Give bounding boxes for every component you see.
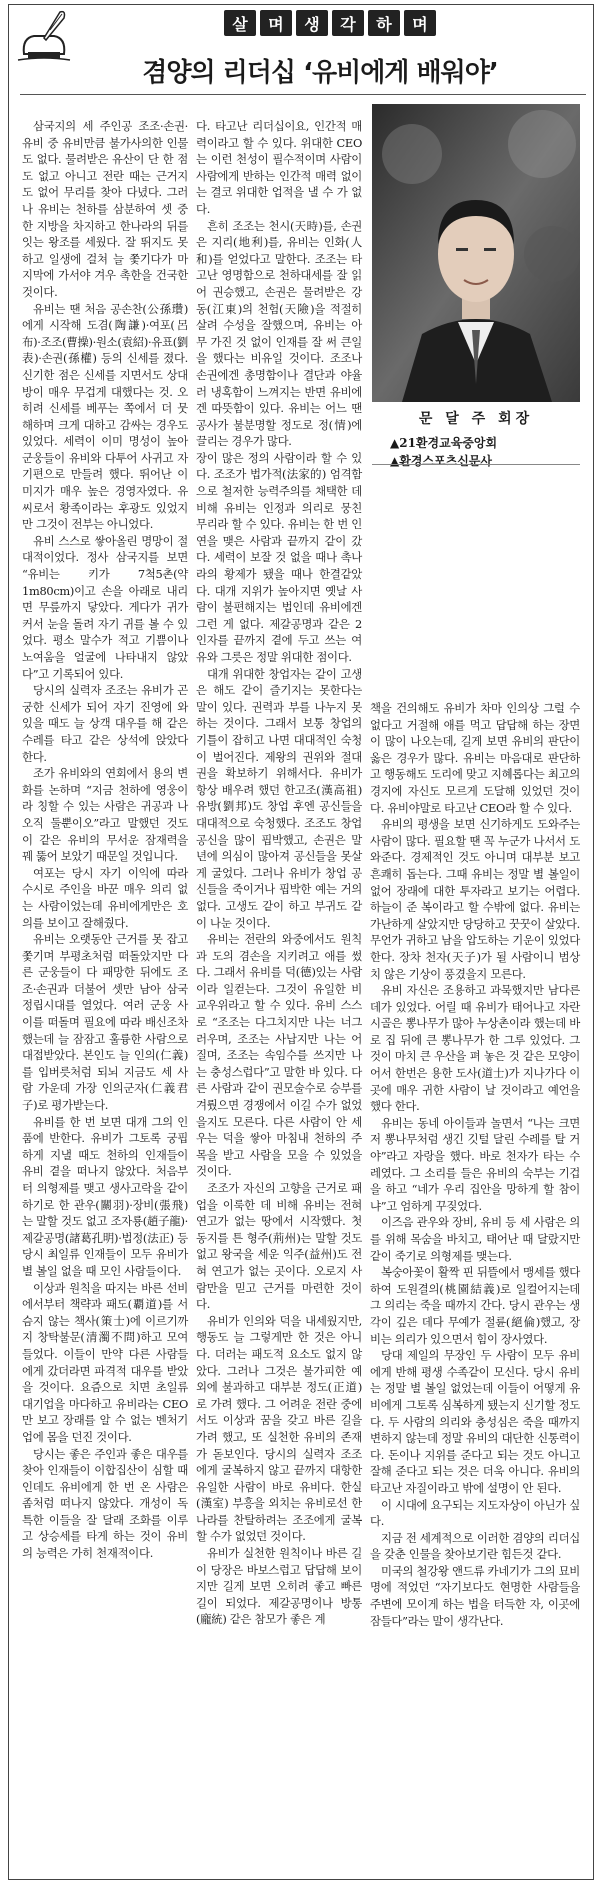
author-portrait [372,104,580,402]
paragraph: 여포는 당시 자기 이익에 따라 수시로 주인을 바꾼 매우 의리 없는 사람이었는데 유비에게만은 호의를 보이고 잘해줬다. [22,865,188,930]
paragraph: 유비 스스로 쌓아올린 명망이 절대적이었다. 정사 삼국지를 보면 “유비는 키가 7척5촌(약 1m80cm)이고 손을 아래로 내리면 무릎까지 닿았다. 게다가 귀가 커서 눈을 돌려 자기 귀를 볼 수 있었다. 평소 말수가 적고 기쁨이나 노여움을 얼굴에 나타내지 않았다”고 기록되어 있다. [22,533,188,681]
paragraph: 유비는 땐 처음 공손찬(公孫瓚)에게 시작해 도겸(陶謙)·여포(呂布)·조조(曹操)·원소(袁紹)·유표(劉表)·손권(孫權) 등의 신세를 졌다. 신기한 점은 신세를 지면서도 상대방이 매우 무겁게 대했다는 것. 오히려 신세를 베푸는 쪽에서 더 뭇해하며 크게 대하고 감싸는 경우도 있었다. 세력이 이미 명성이 높아 군웅들이 유비와 다투어 사귀고 자기편으로 만들려 했다. 뛰어난 이미지가 매우 높은 경영자였다. 유씨로서 황족이라는 후광도 있었지만 그것이 전부는 아니었다. [22,301,188,532]
article-headline: 겸양의 리더십 ‘유비에게 배워야’ [142,58,498,88]
paragraph: 이 시대에 요구되는 지도자상이 아닌가 싶다. [370,1497,580,1529]
paragraph: 유비 자신은 조용하고 과묵했지만 남다른 데가 있었다. 어릴 때 유비가 태어나고 자란 시골은 뽕나무가 많아 누상촌이라 했는데 바로 집 뒤에 큰 뽕나무가 한 그루 있었다. 그것이 마치 큰 우산을 펴 놓은 것 같은 모양이어서 한번은 용한 도사(道士)가 지나가다 이곳에 매우 귀한 사람이 날 것이라고 예언을 했다 한다. [370,983,580,1114]
banner-char: 며 [260,10,292,36]
article-column-1 [22,118,188,1562]
paragraph: 유비는 오랫동안 근거를 못 잡고 쫓기며 부평초처럼 떠돌았지만 다른 군웅들이 다 패망한 뒤에도 조조·손권과 더불어 셋만 남아 삼국 정립시대를 열었다. 여러 군웅 사이를 떠돌며 필요에 따라 배신조차 했는데 늘 잠잠고 훌륭한 사람으로 대접받았다. 본인도 늘 인의(仁義)를 입버릇처럼 되뇌 지금도 세 사람 가운데 가장 인의군자(仁義君子)로 평가받는다. [22,932,188,1113]
author-name: 문 달 주 회장 [418,411,534,427]
inkpot-quill-icon [14,8,74,64]
author-affiliation: ▲환경스포츠신문사 [390,454,492,468]
paragraph: 당대 제일의 무장인 두 사람이 모두 유비에게 반해 평생 수족같이 모신다. 당시 유비는 정말 별 볼일 없었는데 이들이 어떻게 유비에게 그토록 심복하게 됐는지 신기할 정도다. 두 사람의 의리와 충성심은 죽을 때까지 변하지 않는데 정말 유비의 대단한 신통력이다. 돈이나 지위를 준다고 되는 것도 아니고 잘해 준다고 되는 것은 더욱 아니다. 유비의 타고난 자질이라고 밖에 설명이 안 된다. [370,1348,580,1495]
paragraph: 다. 타고난 리더십이요, 인간적 매력이라고 할 수 있다. 위대한 CEO는 이런 천성이 필수적이며 사람이 사람에게 반하는 인간적 매력 없이는 결코 위대한 업적을 낼 수 가 없다. [196,119,362,216]
paragraph: 흔히 조조는 천시(天時)를, 손권은 지리(地利)를, 유비는 인화(人和)를 얻었다고 말한다. 조조는 타고난 영명함으로 천하대세를 잘 읽어 권승했고, 손권은 물려받은 강동(江東)의 천험(天險)을 적절히 살려 수성을 잘했으며, 유비는 아무 가진 것 없이 인재를 잘 써 큰일을 했다는 비유일 것이다. 조조나 손권에겐 총명함이나 결단과 야율러 냉혹함이 느껴지는 반면 유비에겐 따뜻함이 있다. 유비는 어느 땐 공사가 불분명할 정도로 정(情)에 끌리는 경우가 많다. [196,218,362,449]
banner-char: 살 [224,10,256,36]
paragraph: 유비를 한 번 보면 대개 그의 인품에 반한다. 유비가 그토록 궁핍하게 지낼 때도 천하의 인재들이 유비 곁을 떠나지 않았다. 처음부터 의형제를 맺고 생사고락을 같이 하기로 한 관우(關羽)·장비(張飛)는 말할 것도 없고 조자룡(趙子龍)·제갈공명(諸葛孔明)·법정(法正) 등 당시 최일류 인재들이 모두 유비가 별 볼일 없을 때 모인 사람들이다. [22,1114,188,1278]
paragraph: 대개 위대한 창업자는 같이 고생은 해도 같이 즐기지는 못한다는 말이 있다. 권력과 부를 나누지 못하는 것이다. 그래서 보통 창업의 기틀이 잡히고 나면 대대적인 숙청이 벌어진다. 제왕의 권위와 절대권을 확보하기 위해서다. 유비가 항상 배우려 했던 한고조(漢高祖) 유방(劉邦)도 창업 후엔 공신들을 대대적으로 숙청했다. 조조도 창업 공신을 많이 핍박했고, 손권은 말년에 의심이 많아져 공신들을 못살게 굴었다. 그러나 유비가 창업 공신들을 죽이거나 핍박한 예는 거의 없다. 고생도 같이 하고 부귀도 같이 나눈 것이다. [196,666,362,930]
paragraph: 유비가 실천한 원칙이나 바른 길이 당장은 바보스럽고 답답해 보이지만 길게 보면 오히려 좋고 빠른 길이 되었다. 제갈공명이나 방통(龐統) 같은 참모가 좋은 계 [196,1546,362,1627]
headline-divider [20,94,586,95]
paragraph: 유비는 전란의 와중에서도 원칙과 도의 겸손을 지키려고 애를 썼다. 그래서 유비를 덕(德)있는 사람이라 일컫는다. 그것이 유일한 비교우위라고 할 수 있다. 유비 스스로 “조조는 다그치지만 나는 너그러우며, 조조는 사납지만 나는 어질며, 조조는 속임수를 쓰지만 나는 충성스럽다”고 말한 바 있다. 다른 사람과 같이 권모술수로 승부를 겨뤘으면 경쟁에서 이길 수가 없었을지도 모른다. 다른 사람이 안 세우는 덕을 쌓아 마침내 천하의 주목을 받고 사람을 모을 수 있었을 것이다. [196,932,362,1179]
paragraph: 미국의 철강왕 앤드류 카네기가 그의 묘비명에 적었던 “자기보다도 현명한 사람들을 주변에 모이게 하는 법을 터득한 자, 이곳에 잠들다”라는 말이 생각난다. [370,1563,580,1628]
paragraph: 삼국지의 세 주인공 조조·손권·유비 중 유비만큼 불가사의한 인물도 없다. 물려받은 유산이 단 한 점도 없고 아니고 전란 때는 근거지도 없어 무리를 찾아 다녔다. 그러나 유비는 천하를 삼분하여 셋 중 한 지방을 차지하고 한나라의 뒤를 잇는 왕조를 세웠다. 잘 뛰지도 못하고 일생에 걸쳐 늘 쫓기다가 마지막에 가서야 겨우 촉한을 건국한 것이다. [22,119,188,299]
paragraph: 당시의 실력자 조조는 유비가 곤궁한 신세가 되어 자기 진영에 와 있을 때도 늘 상객 대우를 해 같은 수레를 타고 같은 상석에 앉았다 한다. [22,683,188,764]
paragraph: 책을 건의해도 유비가 차마 인의상 그럴 수 없다고 거절해 애를 먹고 답답해 하는 장면이 많이 나오는데, 길게 보면 유비의 판단이 옳은 경우가 많다. 유비는 마음대로 판단하고 행동해도 도리에 맞고 지혜롭다는 최고의 경지에 자신도 모르게 도달해 있었던 것이다. 유비야말로 타고난 CEO라 할 수 있다. [370,701,580,815]
banner-char: 생 [296,10,328,36]
paragraph: 복숭아꽃이 활짝 핀 뒤뜰에서 맹세를 했다 하여 도원결의(桃園結義)로 일컬어지는데 그 의리는 죽을 때까지 간다. 당시 관우는 생각이 깊은 데다 무예가 절륜(絕倫)했고, 장비는 의리가 있으면서 힘이 장사였다. [370,1265,580,1346]
banner-char: 각 [332,10,364,36]
paragraph: 유비가 인의와 덕을 내세웠지만, 행동도 늘 그렇게만 한 것은 아니다. 더러는 패도적 요소도 없지 않았다. 그러나 그것은 불가피한 예외에 불과하고 대부분 정도(正道)로 가려 했다. 그 어려운 전란 중에서도 이상과 꿈을 갖고 바른 길을 가려 했고, 또 실천한 유비의 존재가 돋보인다. 당시의 실력자 조조에게 굴복하지 않고 끝까지 대항한 유일한 사람이 바로 유비다. 한실(漢室) 부흥을 외치는 유비로선 한나라를 찬탈하려는 조조에게 굴복할 수가 없었던 것이다. [196,1313,362,1544]
article-column-2 [196,118,362,1628]
banner-char: 며 [404,10,436,36]
author-byline [372,408,580,470]
paragraph: 이상과 원칙을 따지는 바른 선비에서부터 책략과 패도(覇道)를 서슴지 않는 책사(策士)에 이르기까지 창탁불문(清濁不問)하고 모여들었다. 이들이 만약 다른 사람들에게 갔더라면 파격적 대우를 받았을 것이다. 요즘으로 치면 초일류 대기업을 마다하고 유비라는 CEO만 보고 장래를 알 수 없는 벤처기업에 몸을 던진 것이다. [22,1280,188,1444]
paragraph: 지금 전 세계적으로 이러한 겸양의 리더십을 갖춘 인물을 찾아보기란 힘든것 같다. [370,1530,580,1562]
paragraph: 이즈음 관우와 장비, 유비 등 세 사람은 의를 위해 목숨을 바치고, 태어난 때 달랐지만 같이 죽기로 의형제를 맺는다. [370,1215,580,1263]
paragraph: 당시는 좋은 주인과 좋은 대우를 찾아 인재들이 이합집산이 심할 때인데도 유비에게 한 번 온 사람은 좀처럼 떠나지 않았다. 개성이 독특한 이들을 잘 달래 조화를 이루고 상승세를 타게 하는 것이 유비의 능력은 가히 천재적이다. [22,1446,188,1561]
article-column-3 [370,700,580,1629]
paragraph: 장이 많은 정의 사람이라 할 수 있다. 조조가 법가적(法家的) 엄격함으로 철저한 능력주의를 채택한 데 비해 유비는 인정과 의리로 뭉친 무리라 할 수 있다. 유비는 한 번 인연을 맺은 사람과 끝까지 같이 갔다. 세력이 보잘 것 없을 때나 촉나라의 황제가 됐을 때나 한결같았다. 대개 지위가 높아지면 옛날 사람이 불편해지는 법인데 유비에겐 그런 게 없다. 제갈공명과 같은 2인자를 끝까지 곁에 두고 쓰는 여유와 그릇은 정말 위대한 점이다. [196,450,362,664]
paragraph: 조가 유비와의 연회에서 용의 변화를 논하며 “지금 천하에 영웅이라 칭할 수 있는 사람은 귀공과 나 오직 둘뿐이오”라고 말했던 것도 이 같은 유비의 무서운 잠재력을 꿰 뚫어 보았기 때문일 것입니다. [22,766,188,864]
byline-divider [372,464,580,465]
paragraph: 유비의 평생을 보면 신기하게도 도와주는 사람이 많다. 필요할 땐 꼭 누군가 나서서 도와준다. 경제적인 것도 아니며 대부분 보고 흔쾌히 돕는다. 그때 유비는 정말 별 볼일이 없어 장래에 대한 투자라고 보기는 어렵다. 하늘이 준 복이라고 할 수밖에 없다. 유비는 가난하게 살았지만 당당하고 꿋꿋이 살았다. 무언가 귀하고 남을 압도하는 기운이 있었다 한다. 장차 천자(天子)가 될 사람이니 범상치 않은 기상이 풍겼을지 모른다. [370,817,580,981]
banner-char: 하 [368,10,400,36]
paragraph: 유비는 동네 아이들과 놀면서 “나는 크면 저 뽕나무처럼 생긴 깃털 달린 수레를 탈 거야”라고 자랑을 했다. 바로 천자가 타는 수레였다. 그 소리를 들은 유비의 숙부는 기겁을 하고 “네가 우리 집안을 망하게 할 참이냐”고 엄하게 꾸짖었다. [370,1115,580,1213]
section-banner [150,10,510,36]
author-affiliation: ▲21환경교육중앙회 [390,436,498,450]
paragraph: 조조가 자신의 고향을 근거로 패업을 이룩한 데 비해 유비는 전혀 연고가 없는 땅에서 시작했다. 첫 동지를 튼 형주(荊州)는 말할 것도 없고 왕국을 세운 익주(益州)도 전혀 연고가 없는 곳이다. 오로지 사람만을 믿고 근거를 마련한 것이다. [196,1181,362,1312]
